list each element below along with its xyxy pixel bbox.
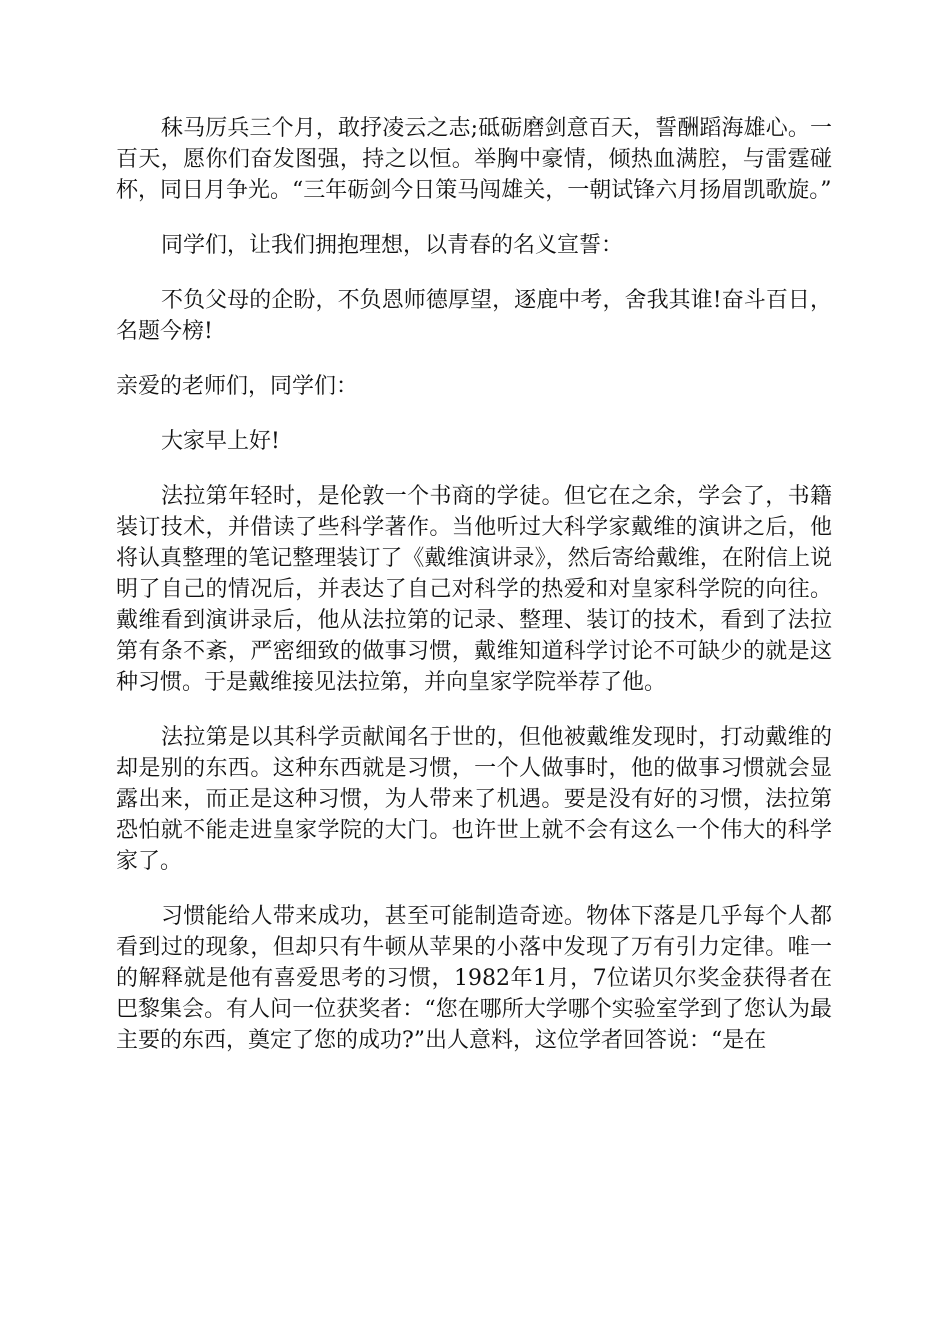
paragraph-habit-success: 习惯能给人带来成功，甚至可能制造奇迹。物体下落是几乎每个人都看到过的现象，但却只有牛顿从苹果的小落中发现了万有引力定律。唯一的解释就是他有喜爱思考的习惯，1982年1月，7位诺贝尔奖金获得者在巴黎集会。有人问一位获奖者：“您在哪所大学哪个实验室学到了您认为最主要的东西，奠定了您的成功?”出人意料，这位学者回答说：“是在 [116, 904, 832, 1053]
paragraph-faraday-story: 法拉第年轻时，是伦敦一个书商的学徒。但它在之余，学会了，书籍装订技术，并借读了些科学著作。当他听过大科学家戴维的演讲之后，他将认真整理的笔记整理装订了《戴维演讲录》，然后寄给戴维，在附信上说明了自己的情况后，并表达了自己对科学的热爱和对皇家科学院的向往。戴维看到演讲录后，他从法拉第的记录、整理、装订的技术，看到了法拉第有条不紊，严密细致的做事习惯，戴维知道科学讨论不可缺少的就是这种习惯。于是戴维接见法拉第，并向皇家学院举荐了他。 [116, 484, 832, 695]
paragraph-faraday-habit: 法拉第是以其科学贡献闻名于世的，但他被戴维发现时，打动戴维的却是别的东西。这种东西就是习惯，一个人做事时，他的做事习惯就会显露出来，而正是这种习惯，为人带来了机遇。要是没有好的习惯，法拉第恐怕就不能走进皇家学院的大门。也许世上就不会有这么一个伟大的科学家了。 [116, 725, 832, 874]
paragraph-oath-intro: 秣马厉兵三个月，敢抒凌云之志;砥砺磨剑意百天，誓酬蹈海雄心。一百天，愿你们奋发图强，持之以恒。举胸中豪情，倾热血满腔，与雷霆碰杯，同日月争光。“三年砺剑今日策马闯雄关，一朝试锋六月扬眉凯歌旋。” [116, 116, 832, 203]
paragraph-oath-text: 不负父母的企盼，不负恩师德厚望，逐鹿中考，舍我其谁!奋斗百日，名题今榜! [116, 288, 832, 344]
document-page [116, 113, 832, 1080]
paragraph-salutation: 亲爱的老师们，同学们： [116, 374, 359, 399]
paragraph-greeting: 大家早上好! [161, 429, 280, 454]
paragraph-oath-call: 同学们，让我们拥抱理想，以青春的名义宣誓： [161, 233, 624, 258]
